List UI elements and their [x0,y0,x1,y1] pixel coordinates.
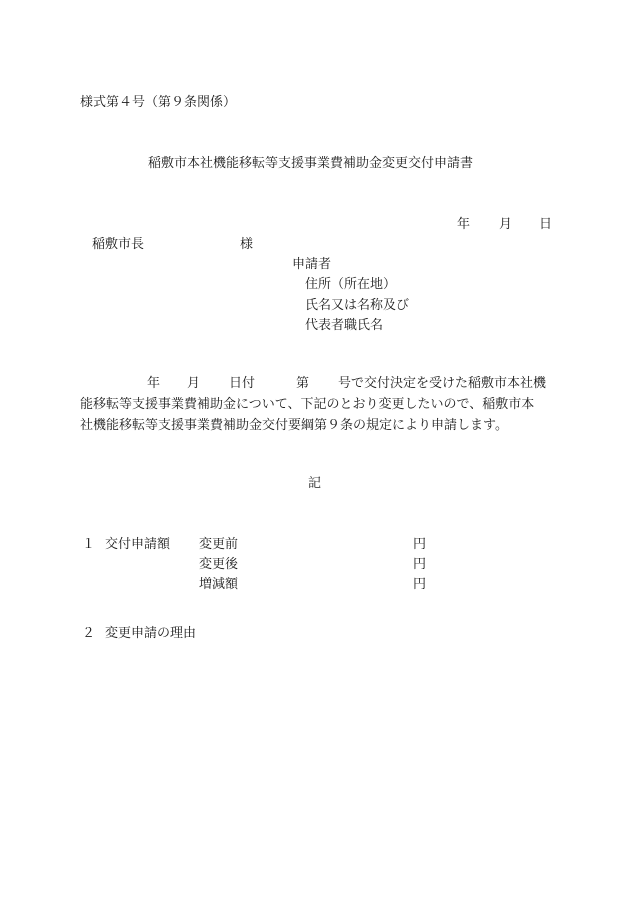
amount-difference-unit: 円 [413,577,427,592]
applicant-label: 申請者 [292,257,332,272]
body-line-1: 号で交付決定を受けた稲敷市本社機 [338,376,547,391]
body-year-label: 年 [147,376,161,391]
ki-heading: 記 [308,476,322,491]
date-year-label: 年 [457,217,471,232]
date-day-label: 日 [539,217,553,232]
item-2-number: ２ [82,626,96,641]
amount-before-label: 変更前 [199,537,239,552]
date-month-label: 月 [499,217,513,232]
amount-after-label: 変更後 [199,557,239,572]
recipient-honorific: 様 [240,237,254,252]
document-title: 稲敷市本社機能移転等支援事業費補助金変更交付申請書 [148,156,474,171]
body-line-3: 社機能移転等支援事業費補助金交付要綱第９条の規定により申請します。 [80,418,508,433]
applicant-name-label: 氏名又は名称及び [305,298,410,313]
body-month-label: 月 [187,376,201,391]
applicant-representative-label: 代表者職氏名 [305,318,384,333]
item-1-label: 交付申請額 [105,537,171,552]
amount-difference-label: 増減額 [199,577,239,592]
form-number: 様式第４号（第９条関係） [80,95,237,110]
amount-after-unit: 円 [413,557,427,572]
recipient-name: 稲敷市長 [92,237,145,252]
applicant-address-label: 住所（所在地） [305,277,397,292]
body-number-prefix: 第 [296,376,310,391]
body-date-suffix: 日付 [229,376,256,391]
body-line-2: 能移転等支援事業費補助金について、下記のとおり変更したいので、稲敷市本 [80,397,535,412]
amount-before-unit: 円 [413,537,427,552]
item-2-label: 変更申請の理由 [105,626,197,641]
item-1-number: １ [82,537,96,552]
